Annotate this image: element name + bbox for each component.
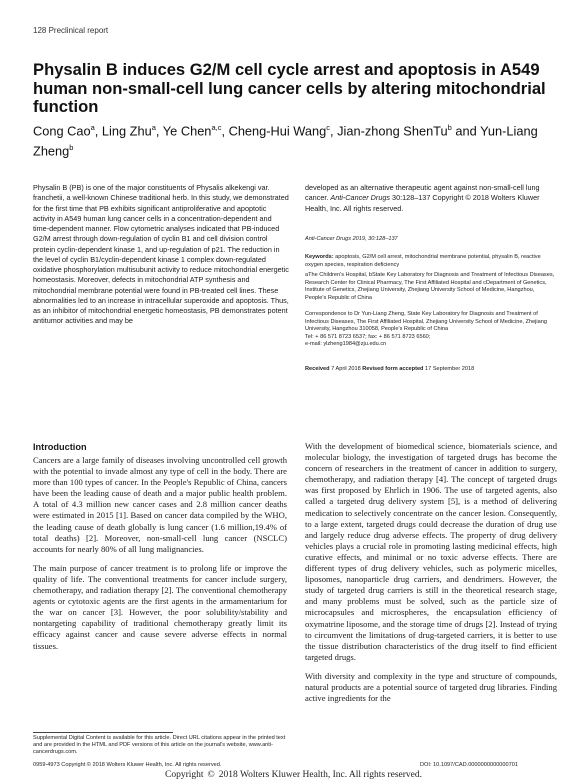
revised-label: Revised form accepted bbox=[362, 366, 424, 372]
correspondence-block bbox=[305, 311, 557, 349]
copyright-watermark bbox=[0, 770, 587, 780]
doi: DOI: 10.1097/CAD.0000000000000701 bbox=[420, 762, 518, 768]
author-affiliation-mark: a bbox=[90, 123, 95, 132]
citation: Anti-Cancer Drugs 2019, 30:128–137 bbox=[305, 236, 398, 242]
affiliations: aThe Children's Hospital, bState Key Laboratory for Diagnosis and Treatment of Infectious Diseases, Research Center for Clinical Pharmacy, The First Affiliated Hospital and cDepartment of Genetics, Institute of Genetics, Zhejiang University, Zhejiang University School of Medicine, Hangzhou, People's Republic of China bbox=[305, 272, 555, 301]
contact-phone: Tel: + 86 571 8723 6537; fax: + 86 571 8723 6560; bbox=[305, 333, 431, 340]
abstract-left-column bbox=[33, 183, 289, 327]
footnote-rule bbox=[33, 732, 173, 733]
intro-right-column bbox=[305, 441, 557, 712]
revised-date: 17 September 2018 bbox=[423, 366, 475, 372]
paragraph: The main purpose of cancer treatment is to prolong life or improve the quality of life. The conventional treatments for cancer include surgery, chemotherapy, and radiation therapy [2]. The conventional chemotherapy agents or cytotoxic agents are the first agents in the armamentarium for the war on cancer [3]. However, the poor solubility/stability and nontargeting capability of traditional chemotherapy greatly limit its efficacy against cancer and cause severe adverse effects in normal tissues. bbox=[33, 562, 287, 651]
watermark-text: 2018 Wolters Kluwer Health, Inc. All rights reserved. bbox=[218, 770, 422, 780]
author-affiliation-mark: a,c bbox=[211, 123, 222, 132]
paragraph: Cancers are a large family of diseases involving uncontrolled cell growth with the potential to invade almost any type of cell in the body. There are more than 100 types of cancer. In the People's Republic of China, cancers have been the leading cause of death and a major public health problem. A total of 4.3 million new cancer cases and 2.8 million cancer deaths were estimated in 2015 [1]. Based on cancer data compiled by the WHO, the leading cause of death globally is lung cancer (1.6 million,19.4% of total deaths) [2]. Moreover, non-small-cell lung cancer (NSCLC) accounts for nearly 80% of all lung malignancies. bbox=[33, 455, 287, 554]
section-heading-introduction: Introduction bbox=[33, 442, 87, 452]
citation-line bbox=[305, 236, 557, 244]
author-affiliation-mark: b bbox=[69, 143, 74, 153]
author-affiliation-mark: c bbox=[326, 123, 331, 132]
paragraph: With diversity and complexity in the type and structure of compounds, natural products are a potential source of targeted drug libraries. Finding active ingredients for the bbox=[305, 670, 557, 704]
author-name: Jian-zhong ShenTu bbox=[337, 123, 448, 139]
correspondence: Correspondence to Dr Yun-Liang Zheng, State Key Laboratory for Diagnosis and Treatment of Infectious Diseases, The First Affiliated Hospital, Zhejiang University School of Medicine, Zhejiang University, Hangzhou 310058, People's Republic of China bbox=[305, 311, 547, 333]
running-head: 128 Preclinical report bbox=[33, 26, 109, 35]
watermark-word: Copyright bbox=[164, 770, 204, 780]
author-name: Cong Cao bbox=[33, 123, 91, 139]
copyright-symbol-icon: © bbox=[207, 770, 215, 780]
author-list: Cong Cao$^a$, Ling Zhu$^a$, Ye Chen$^{a,c}$, Cheng-Hui Wang$^c$, Jian-zhong ShenTu$^b$ and Yun-Liang Zheng$^b$ bbox=[33, 123, 538, 159]
received-date: 7 April 2018 bbox=[329, 366, 363, 372]
abstract-continuation bbox=[305, 183, 557, 214]
keywords-block bbox=[305, 254, 557, 269]
author-affiliation-mark: a bbox=[151, 123, 156, 132]
issn-copyright: 0959-4973 Copyright © 2018 Wolters Kluwer Health, Inc. All rights reserved. bbox=[33, 762, 222, 768]
supplemental-note: Supplemental Digital Content is available for this article. Direct URL citations appear in the printed text and are provided in the HTML and PDF versions of this article on the journal's website, www.anti-cancerdrugs.com. bbox=[33, 735, 286, 756]
author-name: Cheng-Hui Wang bbox=[228, 123, 327, 139]
dates-block bbox=[305, 366, 557, 374]
journal-citation-name: Anti-Cancer Drugs bbox=[330, 193, 391, 203]
author-name: Ye Chen bbox=[162, 123, 212, 139]
intro-left-column bbox=[33, 455, 287, 660]
contact-email: e-mail: ylzheng1984@zju.edu.cn bbox=[305, 341, 387, 348]
abstract-text: Physalin B (PB) is one of the major constituents of Physalis alkekengi var. franchetii, a well-known Chinese traditional herb. In this study, we demonstrated for the first time that PB exhibits significant antiproliferative and apoptotic activity in A549 human lung cancer cells in a concentration-dependent and time-dependent manner. Flow cytometric analyses indicated that PB-induced G2/M arrest through down-regulation of cyclin B1 and cell division control protein cyclin-dependent kinase 1, and up-regulation of p21. The reduction in the level of cyclin B1/cyclin-dependent kinase 1 complex down-regulated oxidative phosphorylation multisubunit activity to reduce mitochondrial energetic homeostasis. Moreover, defects in mitochondrial ATP synthesis and mitochondrial membrane potential were found in PB-treated cell lines. These abnormalities led to an increase in intracellular superoxide and apoptosis. Thus, as an inhibitor of mitochondrial energetic homeostasis, PB demonstrates potent antitumor activities and may be bbox=[33, 183, 289, 326]
keywords: apoptosis, G2/M cell arrest, mitochondrial membrane potential, physalin B, reactive oxygen species, respiration deficiency bbox=[305, 254, 541, 268]
keywords-label: Keywords: bbox=[305, 254, 334, 260]
author-name: Yun-Liang Zheng bbox=[33, 123, 538, 159]
journal-citation-rest: 30:128–137 Copyright © 2018 Wolters Kluwer Health, Inc. All rights reserved. bbox=[305, 193, 540, 213]
author-affiliation-mark: b bbox=[447, 123, 452, 132]
abstract-right-column bbox=[305, 183, 557, 214]
author-name: Ling Zhu bbox=[101, 123, 152, 139]
affiliations-block bbox=[305, 272, 557, 302]
article-title: Physalin B induces G2/M cell cycle arrest and apoptosis in A549 human non-small-cell lung cancer cells by altering mitochondrial function bbox=[33, 60, 546, 116]
abstract-conclusion: developed as an alternative therapeutic agent against non-small-cell lung cancer. bbox=[305, 183, 540, 203]
received-label: Received bbox=[305, 366, 330, 372]
paragraph: With the development of biomedical science, biomaterials science, and molecular biology, the investigation of targeted drugs has become the concern of researchers in the treatment of cancer in addition to surgery, chemotherapy, and radiation therapy [4]. The concept of targeted drugs was first proposed by Ehrlich in 1906. The use of targeted agents, also called a targeted drug delivery system [5], is a method of delivering medication to selectively concentrate on the cancer lesion. Consequently, to a large extent, targeted drugs could decrease the duration of drug use and largely reduce drug adverse effects. The property of drug delivery vehicles plays a crucial role in promoting lasting medicinal effects, high curative effects, and minimal or no toxic adverse effects. There are different types of drug delivery vehicles, such as polymeric micelles, liposomes, nanoparticle drug carriers, and dendrimers. However, the study of targeted drug carriers is still in the theoretical research stage, and many problems must be solved, such as the particle size of microcapsules and microspheres, the encapsulation efficiency of oxymatrine liposome, and the storage time of drugs [2]. Instead of trying to circumvent the limitations of drug-targeted carriers, it is better to use the tissue distribution characteristics of the drug itself to find efficient targeted drugs. bbox=[305, 441, 557, 662]
